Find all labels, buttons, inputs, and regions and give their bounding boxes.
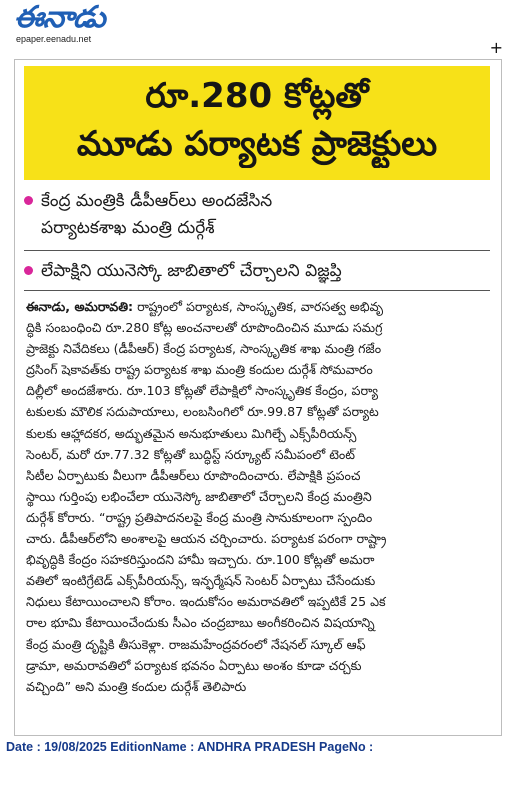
article-line: సిటీల ఏర్పాటుకు వీలుగా డీపీఆర్‌లు రూపొందించారు. లేపాక్షికి ప్రపంచ (26, 467, 361, 483)
bullet-dot-icon (24, 266, 33, 275)
article-line: టకులకు మౌలిక సదుపాయాలు, లంబసింగిలో రూ.99.87 కోట్లతో పర్యాట (26, 404, 379, 420)
subhead-2-text (41, 258, 342, 285)
subhead-1-text (41, 188, 272, 242)
article-line (26, 296, 492, 317)
article-line: సెంటర్‌, మరో రూ.77.32 కోట్లతో బుద్ధిస్ట్‌ సర్క్యూట్‌ సమీపంలో టెంట్‌ (26, 446, 356, 462)
article-line-text: రాష్ట్రంలో పర్యాటక, సాంస్కృతిక, వారసత్వ అభివృ (137, 299, 384, 314)
article-line: కేంద్ర మంత్రి దృష్టికి తీసుకెళ్లా. రాజమహేంద్రవరంలో నేషనల్‌ స్కూల్‌ ఆఫ్‌ (26, 636, 366, 652)
article-line: ద్రసింగ్‌ షెకావత్‌కు రాష్ట్ర పర్యాటక శాఖ మంత్రి కందుల దుర్గేశ్‌ సోమవారం (26, 362, 373, 378)
article-body (26, 296, 492, 697)
subhead-1-line-1: కేంద్ర మంత్రికి డీపీఆర్‌లు అందజేసిన (41, 191, 273, 211)
subhead-1-line-2: పర్యాటకశాఖ మంత్రి దుర్గేశ్‌ (41, 218, 215, 238)
masthead (14, 2, 174, 46)
bullet-dot-icon (24, 196, 33, 205)
article-line: నిధులు కేటాయించాలని కోరాం. ఇందుకోసం అమరావతిలో ఇప్పటికే 25 ఎక (26, 594, 386, 610)
article-line: డ్రామా, అమరావతిలో పర్యాటక భవనం ఏర్పాటు అంశం కూడా చర్చకు (26, 657, 362, 673)
headline-line-2: మూడు పర్యాటక ప్రాజెక్టులు (76, 124, 438, 164)
article-line: వతిలో ఇంటిగ్రేటెడ్‌ ఎక్స్‌పీరియన్స్‌, ఇన్ఫర్మేషన్‌ సెంటర్‌ ఏర్పాటు చేసేందుకు (26, 573, 376, 589)
article-divider (24, 290, 490, 291)
subhead-2-line-1: లేపాక్షిని యునెస్కో జాబితాలో చేర్చాలని విజ్ఞప్తి (41, 261, 342, 281)
article-line: రాల భూమి కేటాయించేందుకు సీఎం చంద్రబాబు అంగీకరించిన విషయాన్ని (26, 615, 375, 631)
article-line: స్థాయి గుర్తింపు లభించేలా యునెస్కో జాబితాలో చేర్చాలని కేంద్ర మంత్రిని (26, 488, 372, 504)
subhead-1 (24, 188, 494, 242)
article-line: చారు. డీపీఆర్‌లోని అంశాలపై ఆయన చర్చించారు. పర్యాటక పరంగా రాష్ట్రా (26, 531, 387, 547)
edition-footer: Date : 19/08/2025 EditionName : ANDHRA PRADESH PageNo : (6, 740, 374, 754)
article-line: దిల్లీలో అందజేశారు. రూ.103 కోట్లతో లేపాక్షిలో సాంస్కృతిక కేంద్రం, పర్యా (26, 383, 379, 399)
epaper-url: epaper.eenadu.net (16, 34, 92, 44)
article-line: ద్ధికి సంబంధించి రూ.280 కోట్ల అంచనాలతో రూపొందించిన మూడు సమగ్ర (26, 320, 383, 336)
plus-icon: + (489, 38, 503, 57)
eenadu-logo: ఈనాడు (14, 0, 105, 35)
article-line: ప్రాజెక్టు నివేదికలు (డీపీఆర్‌) కేంద్ర పర్యాటక, సాంస్కృతిక శాఖ మంత్రి గజేం (26, 341, 382, 357)
article-dateline: ఈనాడు, అమరావతి: (26, 299, 134, 314)
article-line: వచ్చింది” అని మంత్రి కందుల దుర్గేశ్‌ తెలిపారు (26, 678, 247, 694)
subhead-2 (24, 258, 494, 285)
article-line: భివృద్ధికి కేంద్రం సహకరిస్తుందని హామీ ఇచ్చారు. రూ.100 కోట్లతో అమరా (26, 552, 375, 568)
article-line: దుర్గేశ్‌ కోరారు. “రాష్ట్ర ప్రతిపాదనలపై కేంద్ర మంత్రి సానుకూలంగా స్పందిం (26, 509, 373, 525)
subhead-divider (24, 250, 490, 251)
headline-line-1: రూ.280 కోట్లతో (145, 76, 369, 116)
headline-box (24, 66, 490, 180)
article-line: కులకు ఆహ్లాదకర, అద్భుతమైన అనుభూతులు మిగిల్చే ఎక్స్‌పీరియన్స్‌ (26, 425, 357, 441)
